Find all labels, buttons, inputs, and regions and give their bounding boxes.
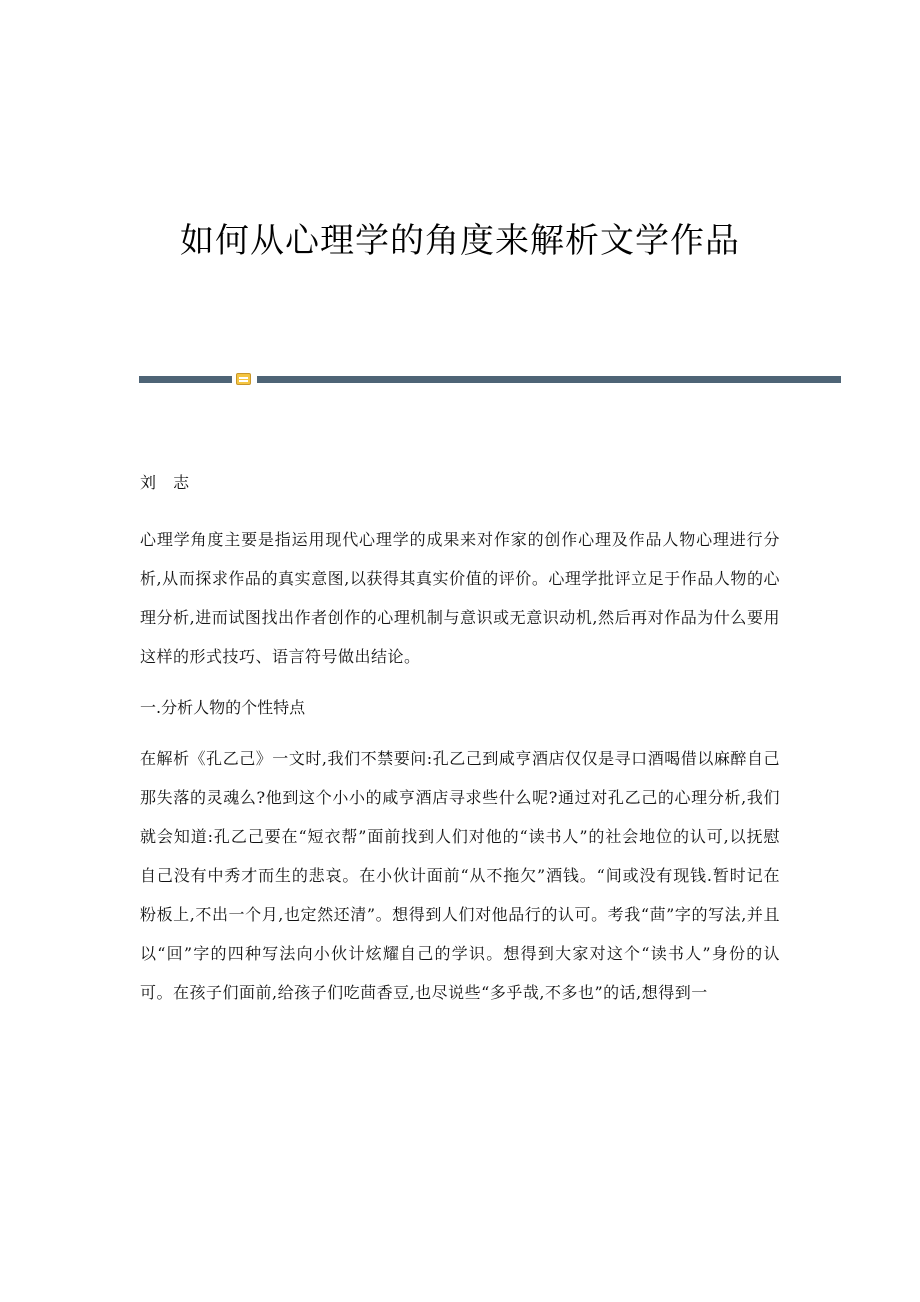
- article-body: [140, 520, 780, 1012]
- section-heading: 一.分析人物的个性特点: [140, 698, 306, 717]
- section-paragraph: 在解析《孔乙己》一文时,我们不禁要问:孔乙己到咸亨酒店仅仅是寻口酒喝借以麻醉自己那失落的灵魂么?他到这个小小的咸亨酒店寻求些什么呢?通过对孔乙己的心理分析,我们就会知道:孔乙己要在“短衣帮”面前找到人们对他的“读书人”的社会地位的认可,以抚慰自己没有中秀才而生的悲哀。在小伙计面前“从不拖欠”酒钱。“间或没有现钱.暂时记在粉板上,不出一个月,也定然还清”。想得到人们对他品行的认可。考我“茴”字的写法,并且以“回”字的四种写法向小伙计炫耀自己的学识。想得到大家对这个“读书人”身份的认可。在孩子们面前,给孩子们吃茴香豆,也尽说些“多乎哉,不多也”的话,想得到一: [140, 749, 780, 1002]
- author-name: 刘 志: [140, 473, 196, 492]
- document-title: 如何从心理学的角度来解析文学作品: [180, 221, 740, 261]
- document-icon: [236, 373, 251, 385]
- divider-bar-right: [257, 376, 841, 383]
- intro-paragraph: 心理学角度主要是指运用现代心理学的成果来对作家的创作心理及作品人物心理进行分析,从而探求作品的真实意图,以获得其真实价值的评价。心理学批评立足于作品人物的心理分析,进而试图找出作者创作的心理机制与意识或无意识动机,然后再对作品为什么要用这样的形式技巧、语言符号做出结论。: [140, 530, 780, 666]
- divider-bar-left: [139, 376, 232, 383]
- title-divider: [139, 372, 841, 386]
